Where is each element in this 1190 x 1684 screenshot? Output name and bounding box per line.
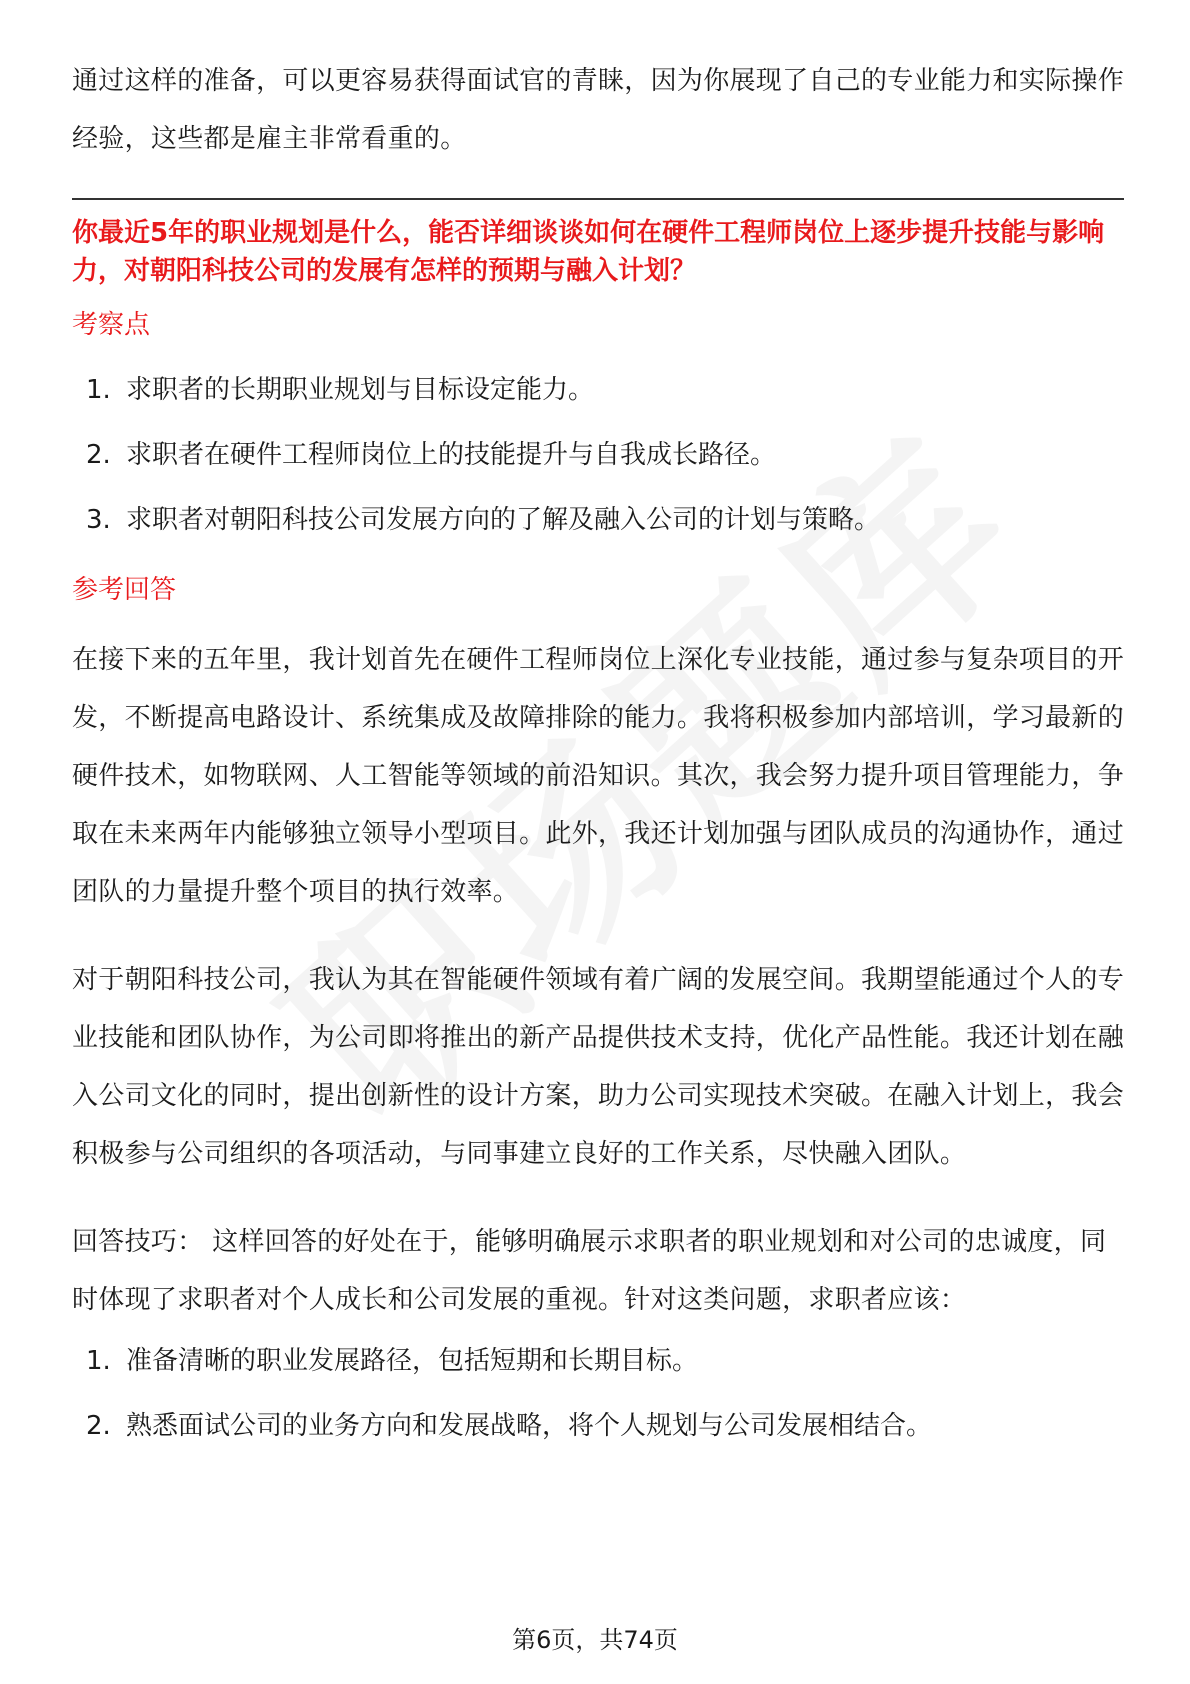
list-item [72,1394,1124,1459]
list-item-text: 求职者在硬件工程师岗位上的技能提升与自我成长路径。 [126,440,777,470]
list-item-text: 求职者的长期职业规划与目标设定能力。 [126,375,595,405]
list-item [72,1329,1124,1394]
list-item [72,358,1124,423]
document-page [72,52,1124,1459]
reference-answer-body [72,631,1124,1329]
section-divider [72,198,1124,200]
interview-question: 你最近5年的职业规划是什么，能否详细谈谈如何在硬件工程师岗位上逐步提升技能与影响力，对朝阳科技公司的发展有怎样的预期与融入计划？ [72,218,1105,286]
answer-paragraph: 对于朝阳科技公司，我认为其在智能硬件领域有着广阔的发展空间。我期望能通过个人的专业技能和团队协作，为公司即将推出的新产品提供技术支持，优化产品性能。我还计划在融入公司文化的同时，提出创新性的设计方案，助力公司实现技术突破。在融入计划上，我会积极参与公司组织的各项活动，与同事建立良好的工作关系，尽快融入团队。 [72,965,1125,1169]
list-item-number: 2. [86,440,111,470]
list-item-text: 求职者对朝阳科技公司发展方向的了解及融入公司的计划与策略。 [126,505,881,535]
list-item-number: 1. [86,375,111,405]
list-item-text: 准备清晰的职业发展路径，包括短期和长期目标。 [126,1346,699,1376]
page-indicator: 第6页，共74页 [512,1626,678,1654]
answer-paragraph: 在接下来的五年里，我计划首先在硬件工程师岗位上深化专业技能，通过参与复杂项目的开发，不断提高电路设计、系统集成及故障排除的能力。我将积极参加内部培训，学习最新的硬件技术，如物联网、人工智能等领域的前沿知识。其次，我会努力提升项目管理能力，争取在未来两年内能够独立领导小型项目。此外，我还计划加强与团队成员的沟通协作，通过团队的力量提升整个项目的执行效率。 [72,645,1125,907]
list-item [72,488,1124,553]
reference-answer-heading: 参考回答 [72,575,177,605]
answer-tips-paragraph: 回答技巧： 这样回答的好处在于，能够明确展示求职者的职业规划和对公司的忠诚度，同时体现了求职者对个人成长和公司发展的重视。针对这类问题，求职者应该： [72,1227,1107,1315]
list-item-number: 2. [86,1411,111,1441]
list-item-number: 1. [86,1346,111,1376]
list-item-number: 3. [86,505,111,535]
list-item [72,423,1124,488]
intro-paragraph: 通过这样的准备，可以更容易获得面试官的青睐，因为你展现了自己的专业能力和实际操作经验，这些都是雇主非常看重的。 [72,66,1125,154]
exam-points-list [72,358,1124,553]
tips-list [72,1329,1124,1459]
exam-points-heading: 考察点 [72,310,151,340]
list-item-text: 熟悉面试公司的业务方向和发展战略，将个人规划与公司发展相结合。 [126,1411,933,1441]
